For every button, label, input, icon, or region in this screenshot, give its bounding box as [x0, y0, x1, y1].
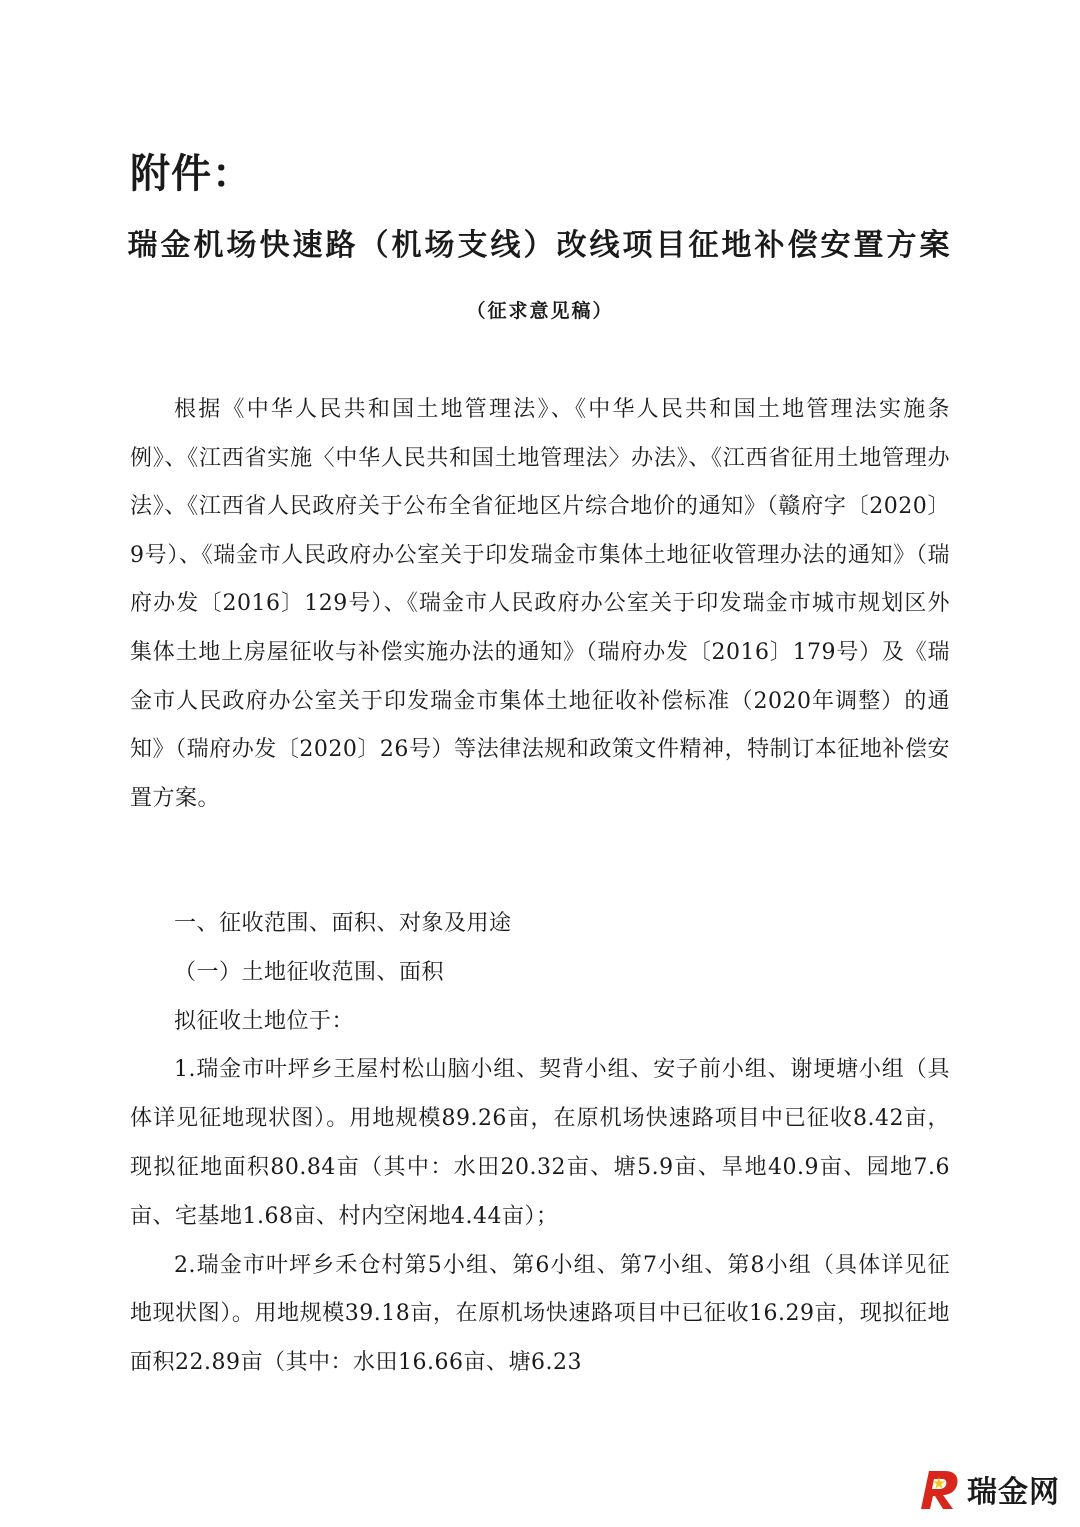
document-subtitle: （征求意见稿） — [466, 300, 614, 322]
document-title: 瑞金机场快速路（机场支线）改线项目征地补偿安置方案 — [127, 228, 953, 263]
location-intro: 拟征收土地位于： — [174, 1008, 355, 1034]
section-title: 一、征收范围、面积、对象及用途 — [174, 911, 512, 936]
subsection-title: （一）土地征收范围、面积 — [174, 959, 445, 985]
site-watermark — [915, 1465, 1060, 1513]
land-item-2: 2.瑞金市叶坪乡禾仓村第5小组、第6小组、第7小组、第8小组（具体详见征地现状图）。用地规模39.18亩，在原机场快速路项目中已征收16.29亩，现拟征地面积22.89亩（其中：水田16.66亩、塘6.23 — [130, 1252, 950, 1376]
section-one — [130, 900, 950, 1388]
ruijin-logo-icon — [915, 1465, 961, 1513]
intro-paragraph: 根据《中华人民共和国土地管理法》、《中华人民共和国土地管理法实施条例》、《江西省实施〈中华人民共和国土地管理法〉办法》、《江西省征用土地管理办法》、《江西省人民政府关于公布全省征地区片综合地价的通知》（赣府字〔2020〕9号）、《瑞金市人民政府办公室关于印发瑞金市集体土地征收管理办法的通知》（瑞府办发〔2016〕129号）、《瑞金市人民政府办公室关于印发瑞金市城市规划区外集体土地上房屋征收与补偿实施办法的通知》（瑞府办发〔2016〕179号）及《瑞金市人民政府办公室关于印发瑞金市集体土地征收补偿标准（2020年调整）的通知》（瑞府办发〔2020〕26号）等法律法规和政策文件精神，特制订本征地补偿安置方案。 — [130, 397, 950, 811]
land-item-1: 1.瑞金市叶坪乡王屋村松山脑小组、契背小组、安子前小组、谢埂塘小组（具体详见征地现状图）。用地规模89.26亩，在原机场快速路项目中已征收8.42亩，现拟征地面积80.84亩（其中：水田20.32亩、塘5.9亩、旱地40.9亩、园地7.6亩、宅基地1.68亩、村内空闲地4.44亩）； — [130, 1057, 950, 1229]
attachment-heading: 附件： — [130, 151, 253, 197]
logo-text: 瑞金网 — [967, 1475, 1060, 1510]
intro-block — [130, 386, 950, 823]
